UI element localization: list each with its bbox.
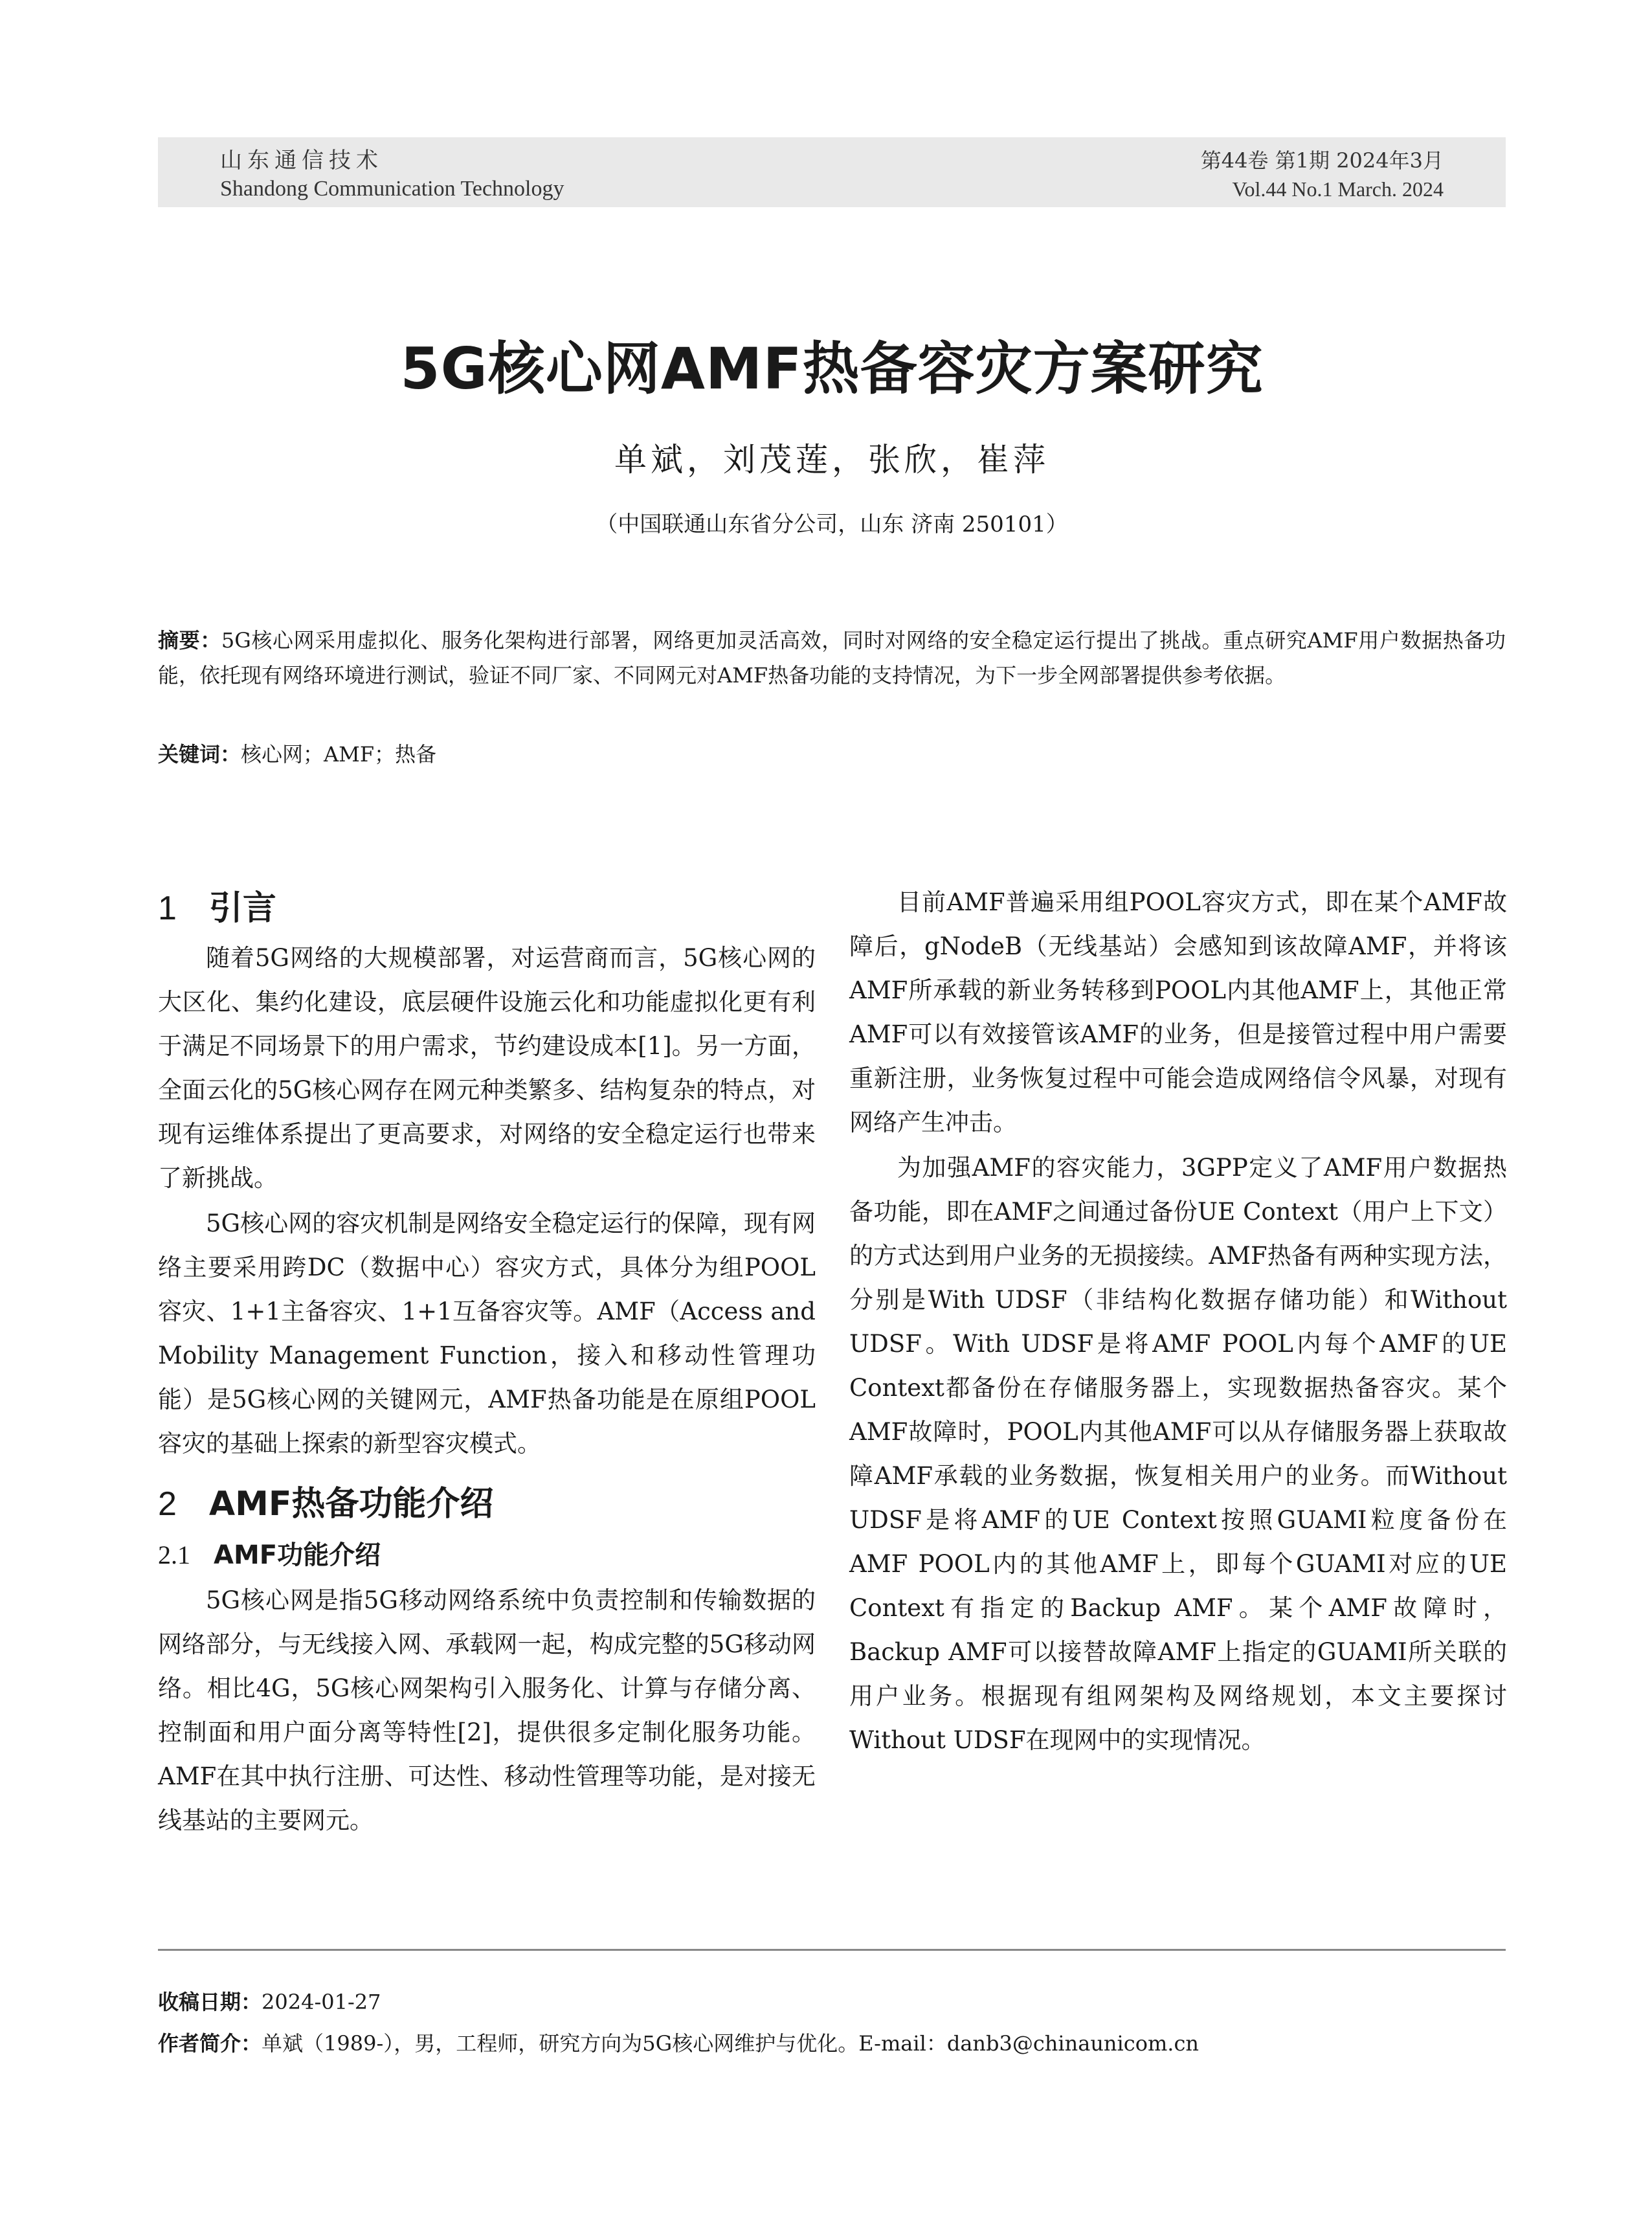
received-label: 收稿日期：: [158, 1990, 262, 2014]
journal-header: [158, 137, 1506, 207]
section-title: 引言: [208, 889, 276, 928]
keywords: [158, 737, 1506, 772]
affiliation: （中国联通山东省分公司，山东 济南 250101）: [596, 512, 1068, 537]
author-bio-line: [158, 2023, 1506, 2064]
paragraph: 5G核心网是指5G移动网络系统中负责控制和传输数据的网络部分，与无线接入网、承载网一起，构成完整的5G移动网络。相比4G，5G核心网架构引入服务化、计算与存储分离、控制面和用户面分离等特性[2]，提供很多定制化服务功能。AMF在其中执行注册、可达性、移动性管理等功能，是对接无线基站的主要网元。: [158, 1586, 816, 1834]
journal-name-block: [220, 146, 564, 203]
paragraph: 随着5G网络的大规模部署，对运营商而言，5G核心网的大区化、集约化建设，底层硬件设施云化和功能虚拟化更有利于满足不同场景下的用户需求，节约建设成本[1]。另一方面，全面云化的5G核心网存在网元种类繁多、结构复杂的特点，对现有运维体系提出了更高要求，对网络的安全稳定运行也带来了新挑战。: [158, 944, 816, 1192]
subsection-heading-2-1: [158, 1532, 816, 1579]
abstract-label: 摘要：: [158, 628, 221, 653]
section-heading-1: [158, 881, 816, 936]
footnotes: [158, 1981, 1506, 2064]
section-heading-2: [158, 1476, 816, 1532]
paper-title: 5G核心网AMF热备容灾方案研究: [400, 335, 1264, 402]
journal-name-cn: 山东通信技术: [220, 148, 383, 174]
paragraph: 为加强AMF的容灾能力，3GPP定义了AMF用户数据热备功能，即在AMF之间通过备份UE Context（用户上下文）的方式达到用户业务的无损接续。AMF热备有两种实现方法，分别是With UDSF（非结构化数据存储功能）和Without UDSF。With UDSF是将AMF POOL内每个AMF的UE Context都备份在存储服务器上，实现数据热备容灾。某个AMF故障时，POOL内其他AMF可以从存储服务器上获取故障AMF承载的业务数据，恢复相关用户的业务。而Without UDSF是将AMF的UE Context按照GUAMI粒度备份在AMF POOL内的其他AMF上，即每个GUAMI对应的UE Context有指定的Backup AMF。某个AMF故障时，Backup AMF可以接替故障AMF上指定的GUAMI所关联的用户业务。根据现有组网架构及网络规划，本文主要探讨Without UDSF在现网中的实现情况。: [849, 1154, 1507, 1754]
section-number: 2: [158, 1485, 177, 1523]
subsection-number: 2.1: [158, 1540, 190, 1569]
right-column: [849, 881, 1507, 1764]
received-date-line: [158, 1981, 1506, 2023]
abstract: [158, 623, 1506, 693]
issue-info-block: [1201, 146, 1444, 203]
issue-info-en: Vol.44 No.1 March. 2024: [1232, 177, 1444, 201]
keywords-label: 关键词：: [158, 742, 241, 767]
journal-name-en: Shandong Communication Technology: [220, 177, 564, 201]
paragraph: 5G核心网的容灾机制是网络安全稳定运行的保障，现有网络主要采用跨DC（数据中心）容灾方式，具体分为组POOL容灾、1+1主备容灾、1+1互备容灾等。AMF（Access and Mobility Management Function，接入和移动性管理功能）是5G核心网的关键网元，AMF热备功能是在原组POOL容灾的基础上探索的新型容灾模式。: [158, 1209, 816, 1457]
left-column: [158, 881, 816, 1844]
section-title: AMF热备功能介绍: [208, 1485, 494, 1523]
footnote-divider: [158, 1949, 1506, 1951]
author-bio: 单斌（1989-），男，工程师，研究方向为5G核心网维护与优化。E-mail：danb3@chinaunicom.cn: [262, 2031, 1200, 2056]
issue-info-cn: 第44卷 第1期 2024年3月: [1200, 148, 1444, 173]
paragraph: 目前AMF普遍采用组POOL容灾方式，即在某个AMF故障后，gNodeB（无线基站）会感知到该故障AMF，并将该AMF所承载的新业务转移到POOL内其他AMF上，其他正常AMF可以有效接管该AMF的业务，但是接管过程中用户需要重新注册，业务恢复过程中可能会造成网络信令风暴，对现有网络产生冲击。: [849, 888, 1507, 1136]
subsection-title: AMF功能介绍: [214, 1540, 381, 1570]
received-date: 2024-01-27: [262, 1990, 381, 2014]
author-list: 单斌，刘茂莲，张欣，崔萍: [614, 441, 1049, 478]
keywords-text: 核心网；AMF；热备: [241, 742, 437, 767]
section-number: 1: [158, 890, 177, 927]
author-bio-label: 作者简介：: [158, 2031, 262, 2056]
abstract-text: 5G核心网采用虚拟化、服务化架构进行部署，网络更加灵活高效，同时对网络的安全稳定运行提出了挑战。重点研究AMF用户数据热备功能，依托现有网络环境进行测试，验证不同厂家、不同网元对AMF热备功能的支持情况，为下一步全网部署提供参考依据。: [158, 628, 1506, 688]
